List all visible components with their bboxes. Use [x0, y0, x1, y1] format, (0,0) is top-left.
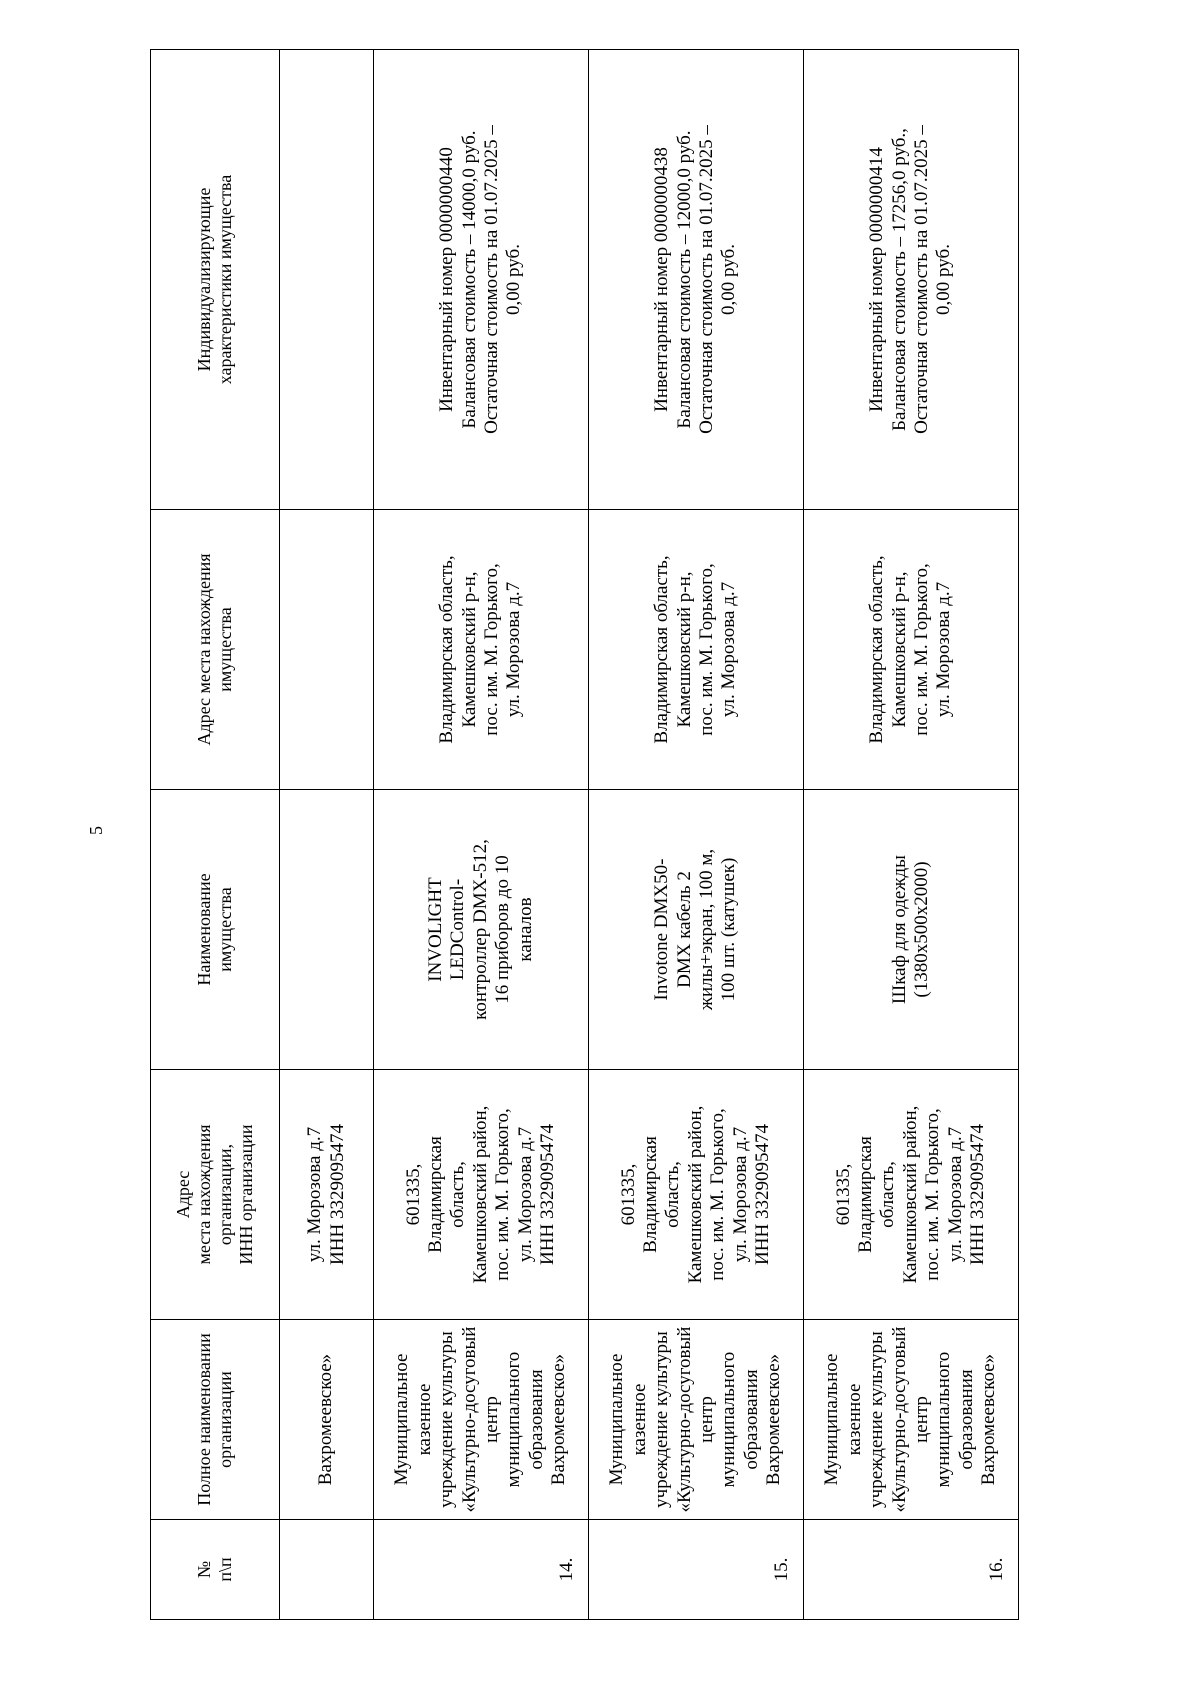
cell-org-name: Муниципальное казенное учреждение культуры «Культурно-досуговый центр муниципального образования Вахромеевское»: [804, 1320, 1019, 1520]
cell-property-address: [280, 510, 374, 790]
cell-characteristics: Инвентарный номер 0000000440 Балансовая стоимость – 14000,0 руб. Остаточная стоимость на 01.07.2025 – 0,00 руб.: [374, 50, 589, 510]
cell-num: 15.: [589, 1520, 804, 1620]
header-property-address: Адрес места нахождения имущества: [151, 510, 280, 790]
header-org-address: Адрес места нахождения организации, ИНН организации: [151, 1070, 280, 1320]
header-property-name: Наименование имущества: [151, 790, 280, 1070]
cell-org-address: ул. Морозова д.7 ИНН 3329095474: [280, 1070, 374, 1320]
cell-org-address: 601335, Владимирская область, Камешковский район, пос. им. М. Горького, ул. Морозова д.7 ИНН 3329095474: [589, 1070, 804, 1320]
cell-property-name: Invotone DMX50- DMX кабель 2 жилы+экран, 100 м, 100 шт. (катушек): [589, 790, 804, 1070]
cell-org-address: 601335, Владимирская область, Камешковский район, пос. им. М. Горького, ул. Морозова д.7 ИНН 3329095474: [374, 1070, 589, 1320]
header-org-name: Полное наименовании организации: [151, 1320, 280, 1520]
table-row: [804, 50, 1019, 1620]
property-table-container: [150, 50, 1007, 1620]
header-num: № п\п: [151, 1520, 280, 1620]
cell-num: 16.: [804, 1520, 1019, 1620]
cell-num: [280, 1520, 374, 1620]
cell-property-name: [280, 790, 374, 1070]
table-row-continuation: [280, 50, 374, 1620]
page-number: 5: [86, 826, 106, 835]
cell-characteristics: Инвентарный номер 0000000414 Балансовая стоимость – 17256,0 руб., Остаточная стоимость на 01.07.2025 – 0,00 руб.: [804, 50, 1019, 510]
table-row: [589, 50, 804, 1620]
cell-org-name: Вахромеевское»: [280, 1320, 374, 1520]
cell-property-name: INVOLIGHT LEDControl- контроллер DMX-512, 16 приборов до 10 каналов: [374, 790, 589, 1070]
cell-org-name: Муниципальное казенное учреждение культуры «Культурно-досуговый центр муниципального образования Вахромеевское»: [374, 1320, 589, 1520]
cell-property-address: Владимирская область, Камешковский р-н, пос. им. М. Горького, ул. Морозова д.7: [589, 510, 804, 790]
cell-org-address: 601335, Владимирская область, Камешковский район, пос. им. М. Горького, ул. Морозова д.7 ИНН 3329095474: [804, 1070, 1019, 1320]
table-header-row: [151, 50, 280, 1620]
property-table: [150, 49, 1019, 1620]
cell-property-address: Владимирская область, Камешковский р-н, пос. им. М. Горького, ул. Морозова д.7: [804, 510, 1019, 790]
cell-property-name: Шкаф для одежды (1380х500х2000): [804, 790, 1019, 1070]
cell-characteristics: Инвентарный номер 0000000438 Балансовая стоимость – 12000,0 руб. Остаточная стоимость на 01.07.2025 – 0,00 руб.: [589, 50, 804, 510]
header-characteristics: Индивидуализирующие характеристики имущества: [151, 50, 280, 510]
cell-characteristics: [280, 50, 374, 510]
cell-property-address: Владимирская область, Камешковский р-н, пос. им. М. Горького, ул. Морозова д.7: [374, 510, 589, 790]
table-row: [374, 50, 589, 1620]
cell-num: 14.: [374, 1520, 589, 1620]
cell-org-name: Муниципальное казенное учреждение культуры «Культурно-досуговый центр муниципального образования Вахромеевское»: [589, 1320, 804, 1520]
